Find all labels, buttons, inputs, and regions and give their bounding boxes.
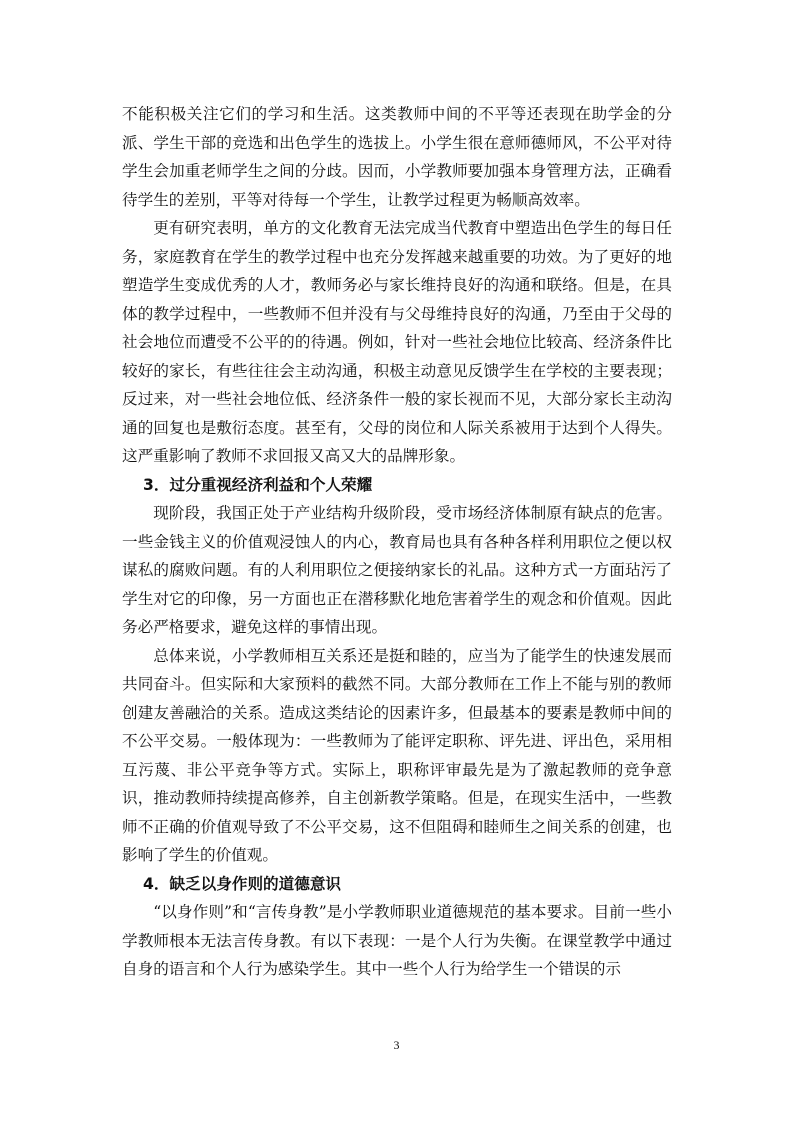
section-heading-4: 4．缺乏以身作则的道德意识 [143,874,342,893]
paragraph-economic-interest: 现阶段，我国正处于产业结构升级阶段，受市场经济体制原有缺点的危害。一些金钱主义的价值观浸蚀人的内心，教育局也具有各种各样利用职位之便以权谋私的腐败问题。有的人利用职位之便接纳家长的礼品。这种方式一方面玷污了学生对它的印像，另一方面也正在潜移默化地危害着学生的观念和价值观。因此务必严格要求，避免这样的事情出现。 [122,504,672,636]
page-number: 3 [393,1038,400,1052]
paragraph-lead-by-example: “以身作则”和“言传身教”是小学教师职业道德规范的基本要求。目前一些小学教师根本无法言传身教。有以下表现：一是个人行为失衡。在课堂教学中通过自身的语言和个人行为感染学生。其中一些个人行为给学生一个错误的示 [122,903,672,978]
paragraph-family-education: 更有研究表明，单方的文化教育无法完成当代教育中塑造出色学生的每日任务，家庭教育在学生的教学过程中也充分发挥越来越重要的功效。为了更好的地塑造学生变成优秀的人才，教师务必与家长维持良好的沟通和联络。但是，在具体的教学过程中，一些教师不但并没有与父母维持良好的沟通，乃至由于父母的社会地位而遭受不公平的的待遇。例如，针对一些社会地位比较高、经济条件比较好的家长，有些往往会主动沟通，积极主动意见反馈学生在学校的主要表现；反过来，对一些社会地位低、经济条件一般的家长视而不见，大部分家长主动沟通的回复也是敷衍态度。甚至有，父母的岗位和人际关系被用于达到个人得失。这严重影响了教师不求回报又高又大的品牌形象。 [122,219,672,465]
paragraph-teacher-relations: 总体来说，小学教师相互关系还是挺和睦的，应当为了能学生的快速发展而共同奋斗。但实际和大家预料的截然不同。大部分教师在工作上不能与别的教师创建友善融洽的关系。造成这类结论的因素许多，但最基本的要素是教师中间的不公平交易。一般体现为：一些教师为了能评定职称、评先进、评出色，采用相互污蔑、非公平竞争等方式。实际上，职称评审最先是为了激起教师的竞争意识，推动教师持续提高修养，自主创新教学策略。但是，在现实生活中，一些教师不正确的价值观导致了不公平交易，这不但阻碍和睦师生之间关系的创建，也影响了学生的价值观。 [122,646,672,864]
section-heading-3: 3．过分重视经济利益和个人荣耀 [143,475,373,494]
paragraph-intro-continued: 不能积极关注它们的学习和生活。这类教师中间的不平等还表现在助学金的分派、学生干部的竞选和出色学生的选拔上。小学生很在意师德师风，不公平对待学生会加重老师学生之间的分歧。因而，小学教师要加强本身管理方法，正确看待学生的差别，平等对待每一个学生，让教学过程更为畅顺高效率。 [122,105,672,209]
document-body [122,100,672,984]
